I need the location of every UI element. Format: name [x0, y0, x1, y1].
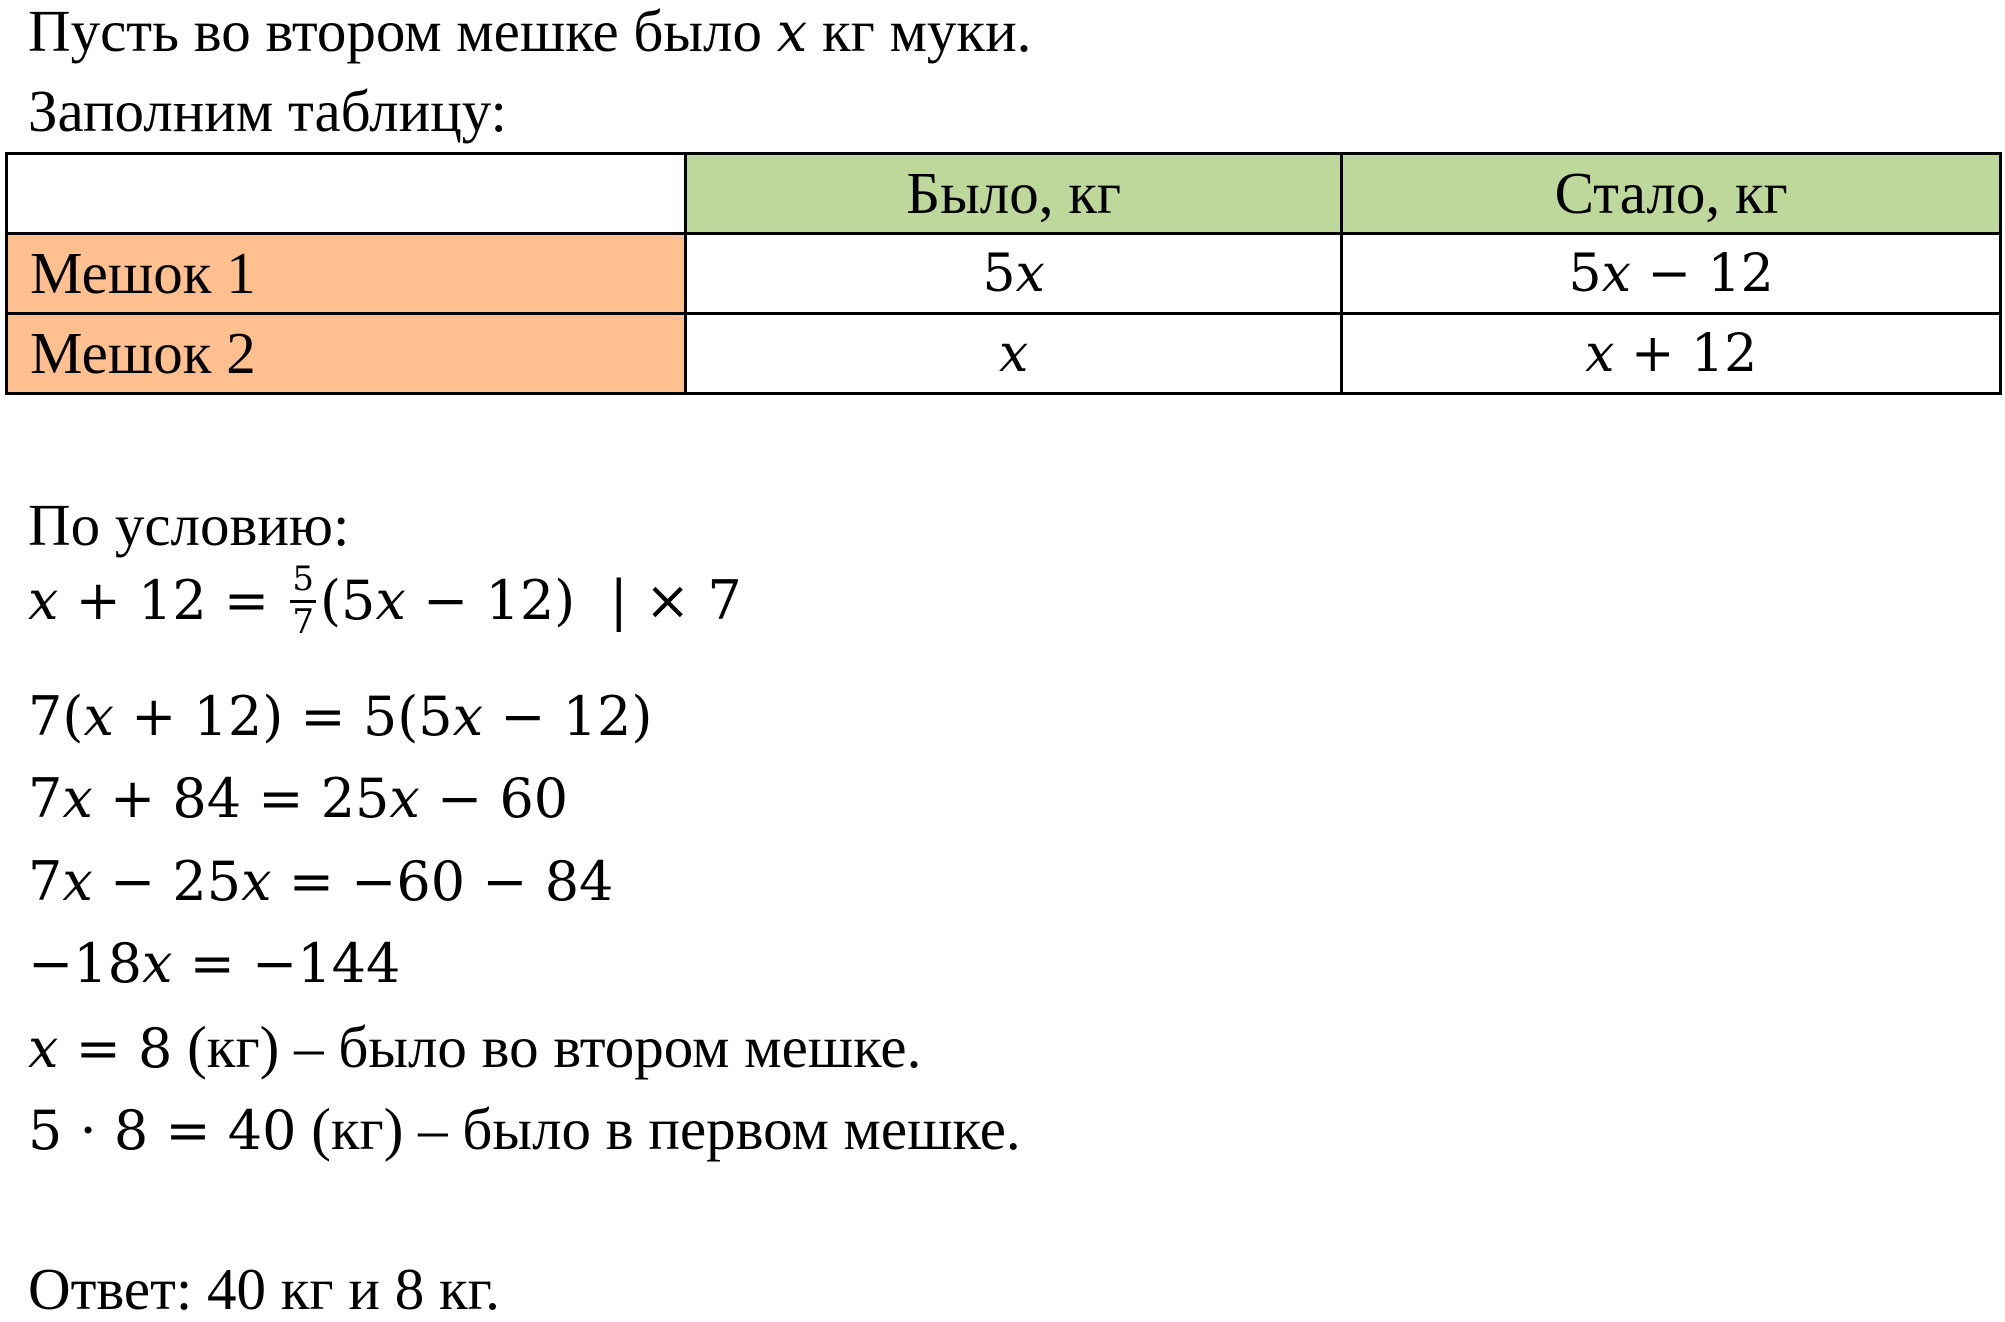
- cell-bag-1-became: 5x − 12: [1342, 234, 2001, 314]
- row-label-bag-1: Мешок 1: [7, 234, 686, 314]
- cell-bag-2-was: x: [685, 314, 1341, 394]
- equation-6: x = 8 (кг) – было во втором мешке.: [28, 1014, 922, 1080]
- intro-line-2: Заполним таблицу:: [28, 78, 507, 144]
- equation-1: x + 12 = $\frac{5}{7}$ (5x − 12) | × 7: [28, 559, 742, 642]
- table-row: [7, 314, 2001, 394]
- fraction-five-sevenths: $\frac{5}{7}$: [292, 559, 314, 642]
- intro-line-1: [28, 0, 1032, 64]
- condition-label: По условию:: [28, 492, 350, 558]
- intro-text-pre: Пусть во втором мешке было: [28, 0, 777, 64]
- equation-4: 7x − 25x = −60 − 84: [28, 850, 614, 913]
- answer: Ответ: 40 кг и 8 кг.: [28, 1256, 500, 1322]
- equation-7: 5 · 8 = 40 (кг) – было в первом мешке.: [28, 1096, 1021, 1162]
- variable-x: x: [776, 1, 808, 64]
- equation-3: 7x + 84 = 25x − 60: [28, 767, 569, 830]
- table-corner-cell: [7, 154, 686, 234]
- equation-2: 7(x + 12) = 5(5x − 12): [28, 685, 653, 748]
- header-became: Стало, кг: [1342, 154, 2001, 234]
- cell-bag-1-was: 5x: [685, 234, 1341, 314]
- table-row: [7, 234, 2001, 314]
- equation-5: −18x = −144: [28, 932, 401, 995]
- intro-text-post: кг муки.: [807, 0, 1032, 64]
- table-header-row: [7, 154, 2001, 234]
- header-was: Было, кг: [685, 154, 1341, 234]
- data-table: [5, 152, 2002, 395]
- row-label-bag-2: Мешок 2: [7, 314, 686, 394]
- cell-bag-2-became: x + 12: [1342, 314, 2001, 394]
